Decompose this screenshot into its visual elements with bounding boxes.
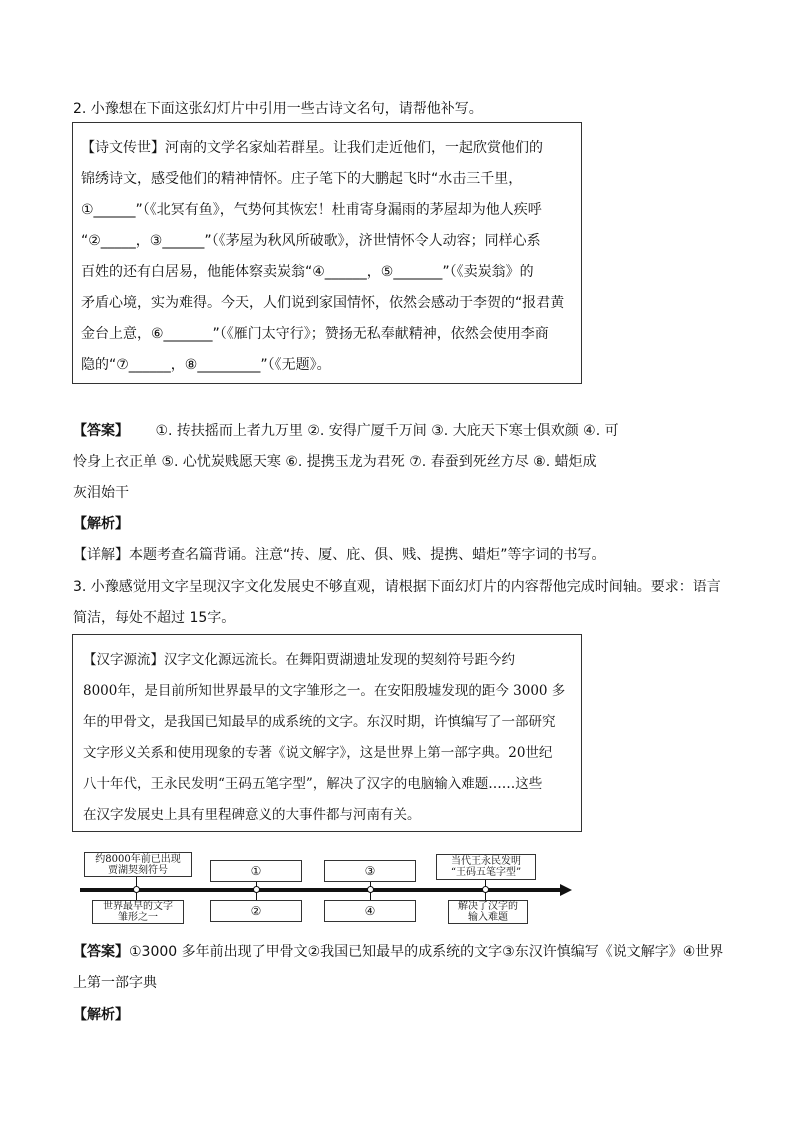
timeline-node	[482, 886, 489, 893]
q2-answer-line-3: 灰泪始干	[73, 485, 129, 501]
connector	[370, 892, 371, 900]
connector	[485, 892, 486, 900]
timeline-top-left-event: 约8000年前已出现 贾湖契刻符号	[84, 852, 192, 877]
slide-line: 【汉字源流】汉字文化源远流长。在舞阳贾湖遗址发现的契刻符号距今约	[83, 652, 515, 668]
slide-line: 隐的“⑦______，⑧_________”（《无题》。	[81, 357, 331, 373]
answer-label: 【答案】	[73, 944, 129, 960]
question-3-title-line-2: 简洁，每处不超过 15字。	[73, 610, 236, 626]
connector	[136, 892, 137, 900]
timeline-slot-4: ④	[324, 900, 416, 922]
q2-answer-line-1	[73, 416, 619, 447]
q2-analysis-label: 【解析】	[73, 516, 129, 532]
timeline-axis	[80, 888, 562, 892]
answer-text: ①3000 多年前出现了甲骨文②我国已知最早的成系统的文字③东汉许慎编写《说文解字》④世界	[129, 944, 724, 960]
slide-line: 矛盾心境，实为难得。今天，人们说到家国情怀，依然会感动于李贺的“报君黄	[81, 295, 565, 311]
slide-line: 锦绣诗文，感受他们的精神情怀。庄子笔下的大鹏起飞时“水击三千里，	[81, 171, 523, 187]
timeline-top-right-event: 当代王永民发明 “王码五笔字型”	[436, 854, 536, 880]
q2-answer-line-2: 怜身上衣正单 ⑤. 心忧炭贱愿天寒 ⑥. 提携玉龙为君死 ⑦. 春蚕到死丝方尽 ⑧. 蜡炬成	[73, 454, 597, 470]
slide-line: 年的甲骨文，是我国已知最早的成系统的文字。东汉时期，许慎编写了一部研究	[83, 714, 556, 730]
timeline-node	[133, 886, 140, 893]
timeline-slot-1: ①	[210, 860, 302, 882]
timeline-node	[367, 886, 374, 893]
q2-detail: 【详解】本题考查名篇背诵。注意“抟、厦、庇、俱、贱、提携、蜡炬”等字词的书写。	[73, 547, 606, 563]
timeline-bottom-right-event: 解决了汉字的 输入难题	[448, 900, 528, 924]
q3-analysis-label: 【解析】	[73, 1007, 129, 1023]
slide-line: 在汉字发展史上具有里程碑意义的大事件都与河南有关。	[83, 807, 421, 823]
slide-line: 【诗文传世】河南的文学名家灿若群星。让我们走近他们，一起欣赏他们的	[81, 140, 543, 156]
slide-line: “②_____，③______”（《茅屋为秋风所破歌》，济世情怀令人动容；同样心系	[81, 233, 541, 249]
q3-answer-line-2: 上第一部字典	[73, 975, 157, 991]
slide-line: 文字形义关系和使用现象的专著《说文解字》，这是世界上第一部字典。20世纪	[83, 745, 553, 761]
slide-line: 8000年，是目前所知世界最早的文字雏形之一。在安阳殷墟发现的距今 3000 多	[83, 683, 566, 699]
slide-line: 八十年代，王永民发明“王码五笔字型”，解决了汉字的电脑输入难题……这些	[83, 776, 543, 792]
hanzi-slide-box	[72, 634, 582, 832]
answer-label: 【答案】	[73, 423, 129, 439]
poetry-slide-box	[72, 122, 582, 384]
slide-line: 金台上意，⑥_______”（《雁门太守行》；赞扬无私奉献精神，依然会使用李商	[81, 326, 549, 342]
timeline-node	[253, 886, 260, 893]
timeline	[80, 852, 580, 924]
timeline-slot-2: ②	[210, 900, 302, 922]
timeline-bottom-left-event: 世界最早的文字 雏形之一	[92, 900, 184, 924]
answer-text: ①. 抟扶摇而上者九万里 ②. 安得广厦千万间 ③. 大庇天下寒士俱欢颜 ④. 可	[155, 423, 619, 439]
timeline-slot-3: ③	[324, 860, 416, 882]
question-3-title-line-1: 3. 小豫感觉用文字呈现汉字文化发展史不够直观，请根据下面幻灯片的内容帮他完成时间轴。要求：语言	[73, 579, 721, 595]
connector	[256, 892, 257, 900]
question-2-title: 2. 小豫想在下面这张幻灯片中引用一些古诗文名句，请帮他补写。	[73, 101, 483, 117]
timeline-arrow-icon	[560, 884, 572, 896]
slide-line: 百姓的还有白居易，他能体察卖炭翁“④______，⑤_______”（《卖炭翁》的	[81, 264, 534, 280]
q3-answer-line-1	[73, 937, 723, 968]
slide-line: ①______”（《北冥有鱼》，气势何其恢宏！杜甫寄身漏雨的茅屋却为他人疾呼	[81, 202, 542, 218]
